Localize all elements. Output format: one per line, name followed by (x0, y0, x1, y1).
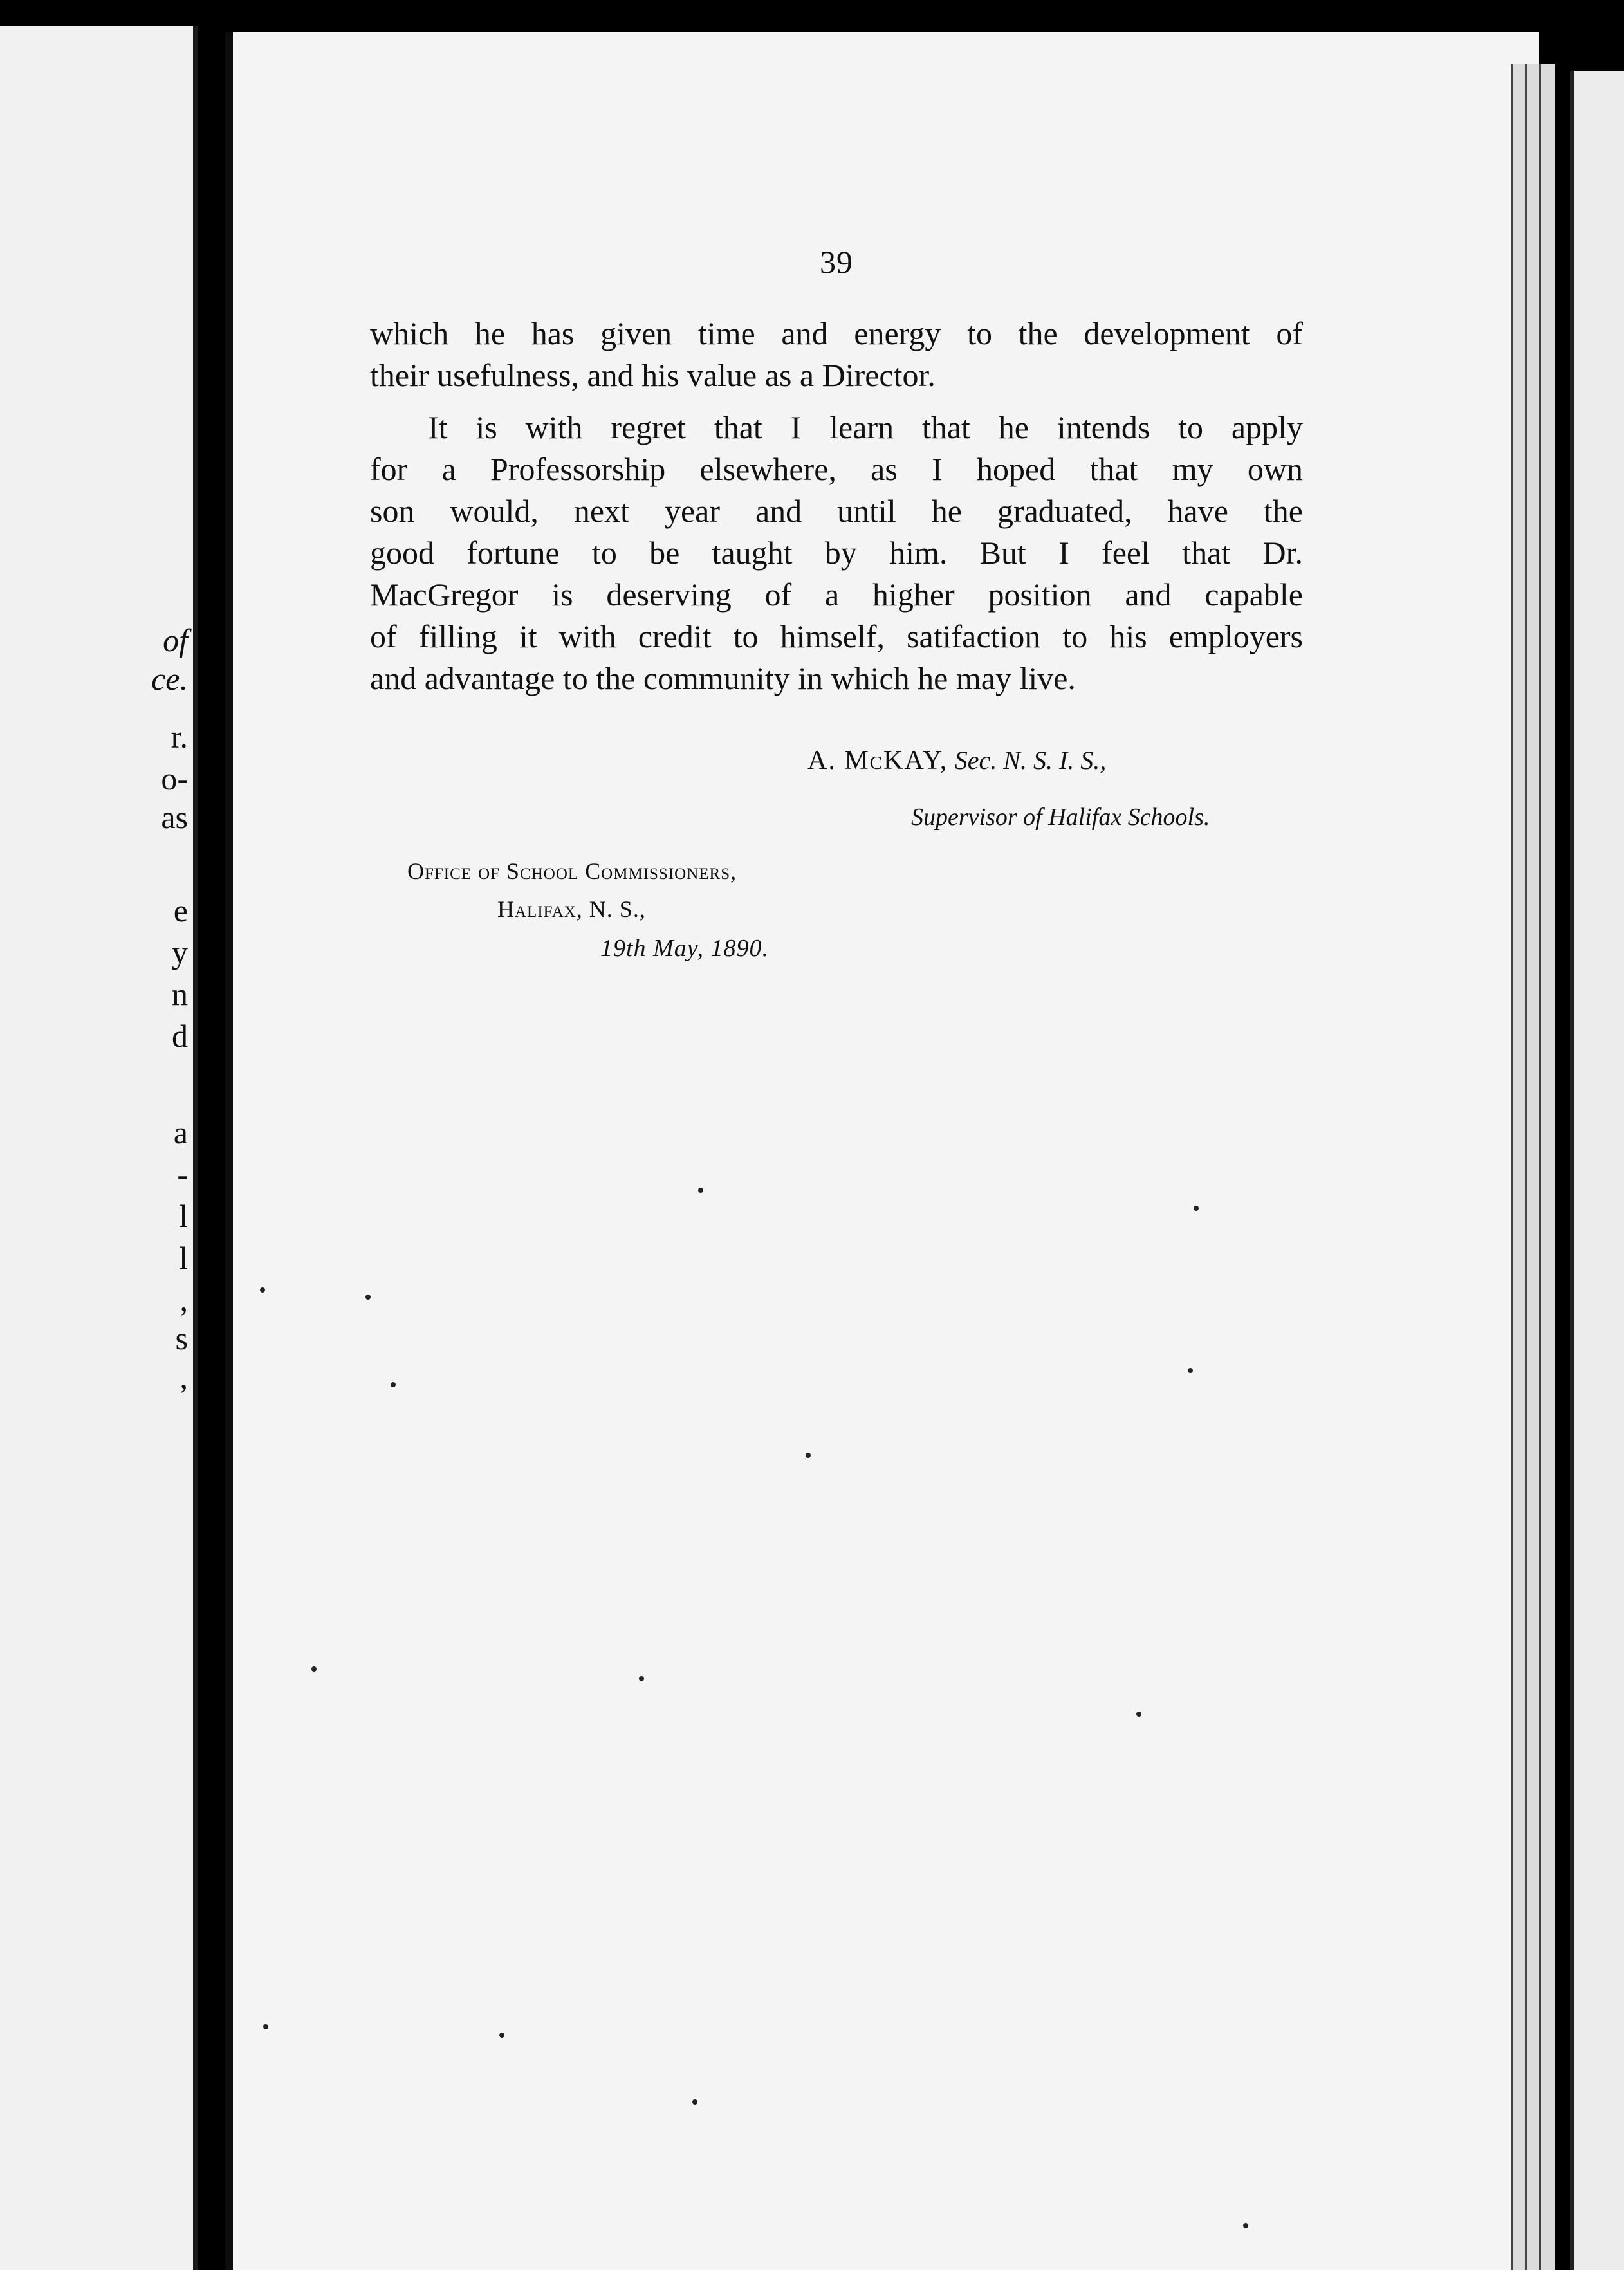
fragment: , (180, 1282, 188, 1318)
left-facing-page (0, 26, 198, 2270)
scan-speck (639, 1676, 644, 1681)
signature-line (807, 745, 1106, 776)
fragment: o- (161, 761, 188, 797)
office-line-1: Office of School Commissioners, (407, 858, 737, 884)
paragraph-1 (370, 313, 1303, 396)
scan-speck (499, 2033, 504, 2038)
text-line: good fortune to be taught by him. But I feel that Dr. (370, 535, 1303, 571)
signatory-role: Supervisor of Halifax Schools. (911, 804, 1210, 831)
scan-speck (391, 1382, 396, 1387)
signatory-title: Sec. N. S. I. S., (954, 746, 1107, 775)
text-line: MacGregor is deserving of a higher position and capable (370, 577, 1303, 613)
fragment: l (179, 1240, 188, 1276)
scan-speck (311, 1666, 317, 1672)
page-number: 39 (820, 244, 853, 280)
next-page-edge (1570, 71, 1624, 2270)
scan-speck (263, 2024, 268, 2029)
signatory-name: A. McKAY, (807, 746, 948, 775)
fragment: r. (171, 719, 188, 755)
fragment: n (172, 976, 188, 1012)
fragment: e (173, 892, 188, 928)
fragment: d (172, 1018, 188, 1054)
scan-speck (260, 1287, 265, 1293)
scan-speck (1243, 2223, 1248, 2228)
fragment: y (172, 934, 188, 970)
scan-speck (1194, 1206, 1199, 1211)
fragment: of (163, 622, 188, 658)
fragment: - (177, 1156, 188, 1192)
scan-speck (698, 1188, 703, 1193)
fragment: , (180, 1359, 188, 1395)
text-line: for a Professorship elsewhere, as I hoped that my own (370, 451, 1303, 487)
fragment: l (179, 1198, 188, 1234)
text-line: which he has given time and energy to the development of (370, 315, 1303, 351)
office-line-2: Halifax, N. S., (497, 896, 646, 922)
text-line: their usefulness, and his value as a Director. (370, 357, 936, 393)
scan-speck (1136, 1712, 1141, 1717)
office-date: 19th May, 1890. (600, 935, 769, 962)
paragraph-2 (370, 407, 1303, 699)
text-line: son would, next year and until he graduated, have the (370, 493, 1303, 529)
scan-speck (806, 1453, 811, 1458)
scan-speck (1188, 1368, 1193, 1373)
scan-speck (692, 2099, 697, 2105)
fragment: s (175, 1320, 188, 1356)
text-line: It is with regret that I learn that he intends to apply (428, 409, 1303, 445)
text-line: and advantage to the community in which he may live. (370, 660, 1076, 696)
scan-speck (365, 1295, 371, 1300)
text-line: of filling it with credit to himself, satifaction to his employers (370, 618, 1303, 654)
fragment: a (173, 1114, 188, 1150)
page-edge (1539, 64, 1555, 2270)
fragment: as (161, 799, 188, 835)
fragment: ce. (151, 661, 188, 697)
